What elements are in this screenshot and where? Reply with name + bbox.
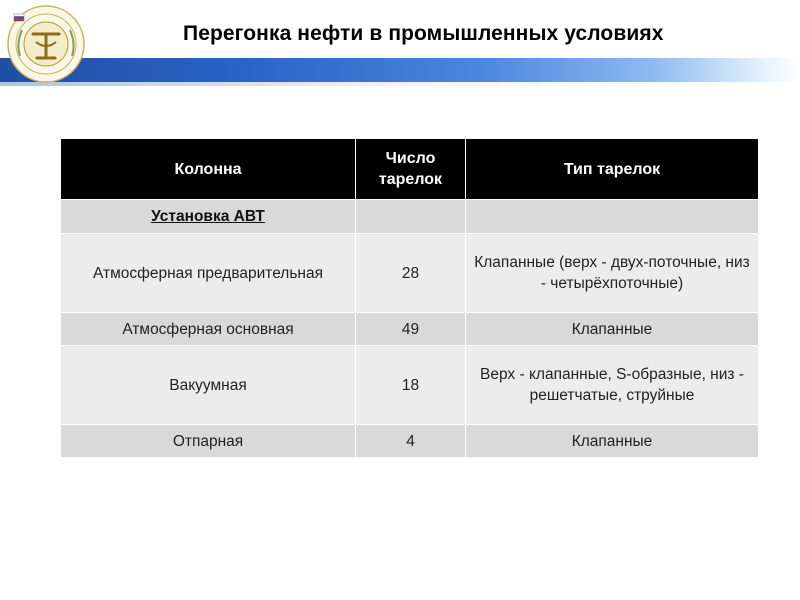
section-label: Установка АВТ	[151, 208, 265, 225]
cell-count: 4	[356, 425, 466, 458]
section-empty-cell	[466, 200, 759, 234]
cell-type: Клапанные (верх - двух-поточные, низ - четырёхпоточные)	[466, 234, 759, 313]
oil-distillation-table	[60, 138, 759, 458]
header-plate-count	[356, 139, 466, 200]
cell-column: Атмосферная предварительная	[61, 234, 356, 313]
cell-column: Вакуумная	[61, 346, 356, 425]
page-title: Перегонка нефти в промышленных условиях	[183, 22, 664, 45]
cell-count: 49	[356, 313, 466, 346]
table-header-row	[61, 139, 759, 200]
section-cell	[61, 200, 356, 234]
cell-type: Клапанные	[466, 425, 759, 458]
header-count-line1: Число	[385, 150, 436, 167]
cell-type: Верх - клапанные, S-образные, низ - решетчатые, струйные	[466, 346, 759, 425]
header-plate-type: Тип тарелок	[466, 139, 759, 200]
header-bar	[0, 58, 800, 82]
cell-column: Атмосферная основная	[61, 313, 356, 346]
table-row	[61, 234, 759, 313]
section-row	[61, 200, 759, 234]
cell-type: Клапанные	[466, 313, 759, 346]
table-row	[61, 346, 759, 425]
table-row	[61, 313, 759, 346]
table-row	[61, 425, 759, 458]
section-empty-cell	[356, 200, 466, 234]
header-column: Колонна	[61, 139, 356, 200]
header-count-line2: тарелок	[378, 171, 443, 188]
cell-column: Отпарная	[61, 425, 356, 458]
cell-count: 28	[356, 234, 466, 313]
university-seal-icon	[6, 4, 86, 84]
cell-count: 18	[356, 346, 466, 425]
